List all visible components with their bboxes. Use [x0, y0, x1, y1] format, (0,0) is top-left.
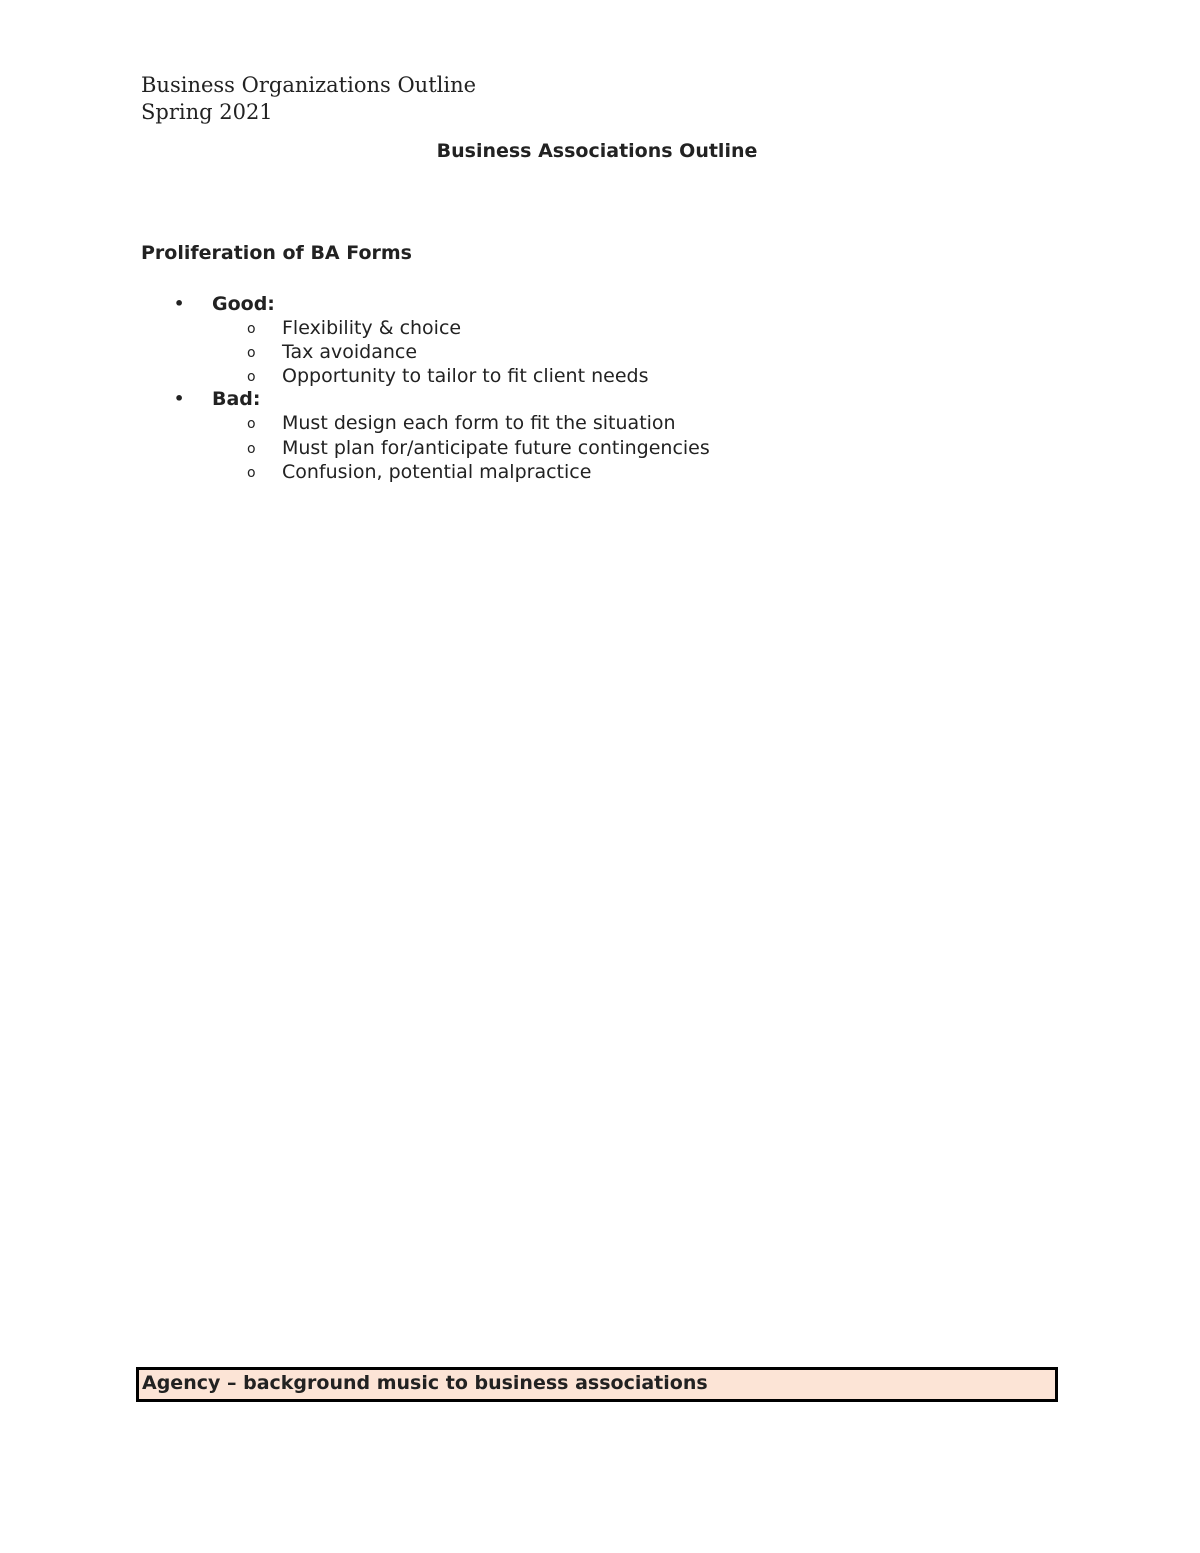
bullet-icon: •	[174, 294, 185, 313]
agency-callout-box	[136, 1367, 1058, 1402]
document-title: Business Associations Outline	[436, 140, 758, 162]
circle-bullet-icon: o	[247, 441, 256, 457]
sub-list-item-text: Tax avoidance	[282, 341, 418, 363]
sub-list-item-text: Must plan for/anticipate future contingencies	[282, 437, 710, 459]
sub-list-item-text: Opportunity to tailor to fit client needs	[282, 365, 649, 387]
term-label: Spring 2021	[141, 100, 273, 124]
agency-callout-text: Agency – background music to business associations	[142, 1372, 708, 1394]
circle-bullet-icon: o	[247, 369, 256, 385]
sub-list-item-text: Must design each form to fit the situation	[282, 412, 676, 434]
circle-bullet-icon: o	[247, 465, 256, 481]
circle-bullet-icon: o	[247, 345, 256, 361]
list-item-label: Bad:	[212, 388, 261, 410]
course-title: Business Organizations Outline	[141, 73, 477, 97]
section-heading: Proliferation of BA Forms	[141, 242, 412, 264]
circle-bullet-icon: o	[247, 321, 256, 337]
sub-list-item-text: Confusion, potential malpractice	[282, 461, 592, 483]
list-item-label: Good:	[212, 293, 275, 315]
bullet-icon: •	[174, 389, 185, 408]
sub-list-item-text: Flexibility & choice	[282, 317, 462, 339]
circle-bullet-icon: o	[247, 416, 256, 432]
